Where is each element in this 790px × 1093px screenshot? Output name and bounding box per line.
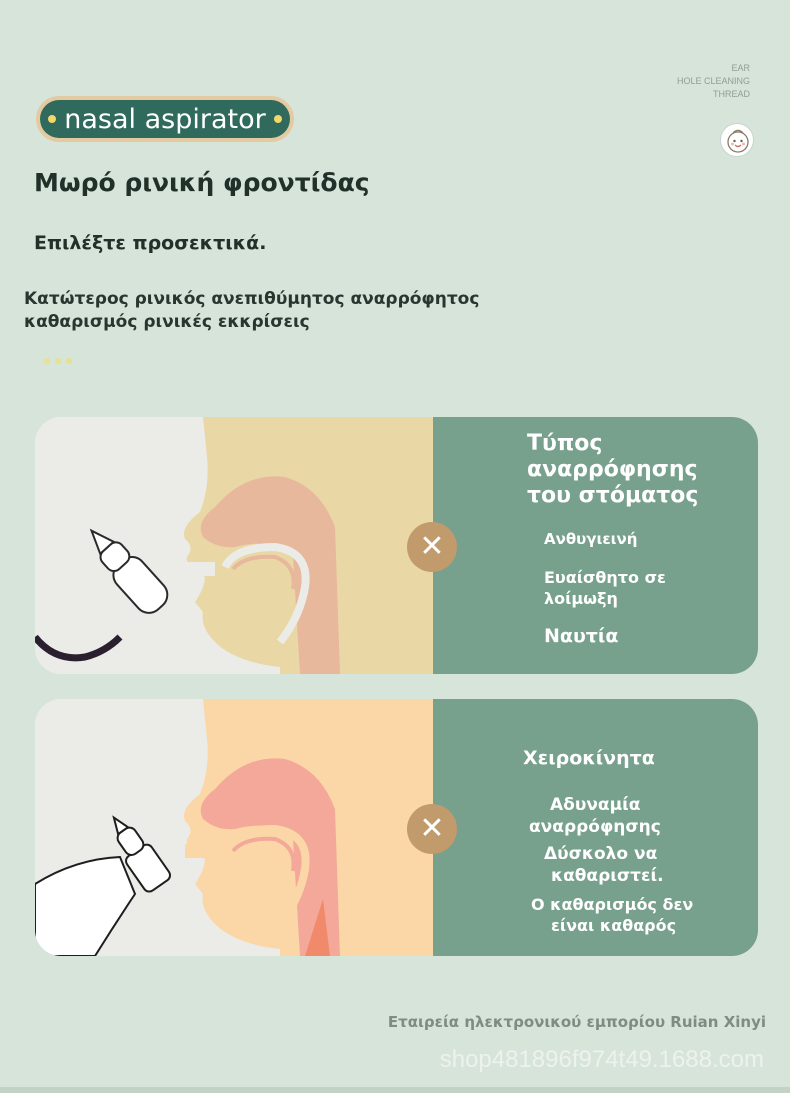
drawback-2-line-1: Δύσκολο να xyxy=(544,844,658,864)
x-mark-icon: ✕ xyxy=(407,522,457,572)
comparison-card-manual xyxy=(35,699,758,956)
baby-face-icon xyxy=(720,123,754,157)
bottom-divider xyxy=(0,1087,790,1093)
drawback-1-line-1: Αδυναμία xyxy=(550,795,641,815)
drawback-3-line-1: Ο καθαρισμός δεν xyxy=(531,895,694,914)
drawback-3-line-2: είναι καθαρός xyxy=(551,916,677,935)
drawback-2-line-2: καθαριστεί. xyxy=(551,866,664,886)
product-badge xyxy=(36,96,294,142)
page-title: Μωρό ρινική φροντίδας xyxy=(34,168,370,197)
page-description: Κατώτερος ρινικός ανεπιθύμητος αναρρόφητος καθαρισμός ρινικές εκκρίσεις xyxy=(24,289,480,332)
drawback-1-line-2: αναρρόφησης xyxy=(529,817,661,837)
corner-caption xyxy=(677,62,750,101)
manual-aspirator-illustration xyxy=(35,699,433,956)
type-title-line-2: αναρρόφησης xyxy=(527,457,698,482)
badge-dot-right xyxy=(274,115,282,123)
mouth-suction-panel xyxy=(433,417,758,674)
product-badge-label: nasal aspirator xyxy=(64,103,266,135)
comparison-card-mouth-suction xyxy=(35,417,758,674)
drawback-1: Ανθυγιεινή xyxy=(544,530,638,548)
drawback-2-line-1: Ευαίσθητο σε xyxy=(544,568,666,587)
x-mark-icon: ✕ xyxy=(407,804,457,854)
type-title: Χειροκίνητα xyxy=(523,747,655,769)
company-name: Εταιρεία ηλεκτρονικού εμπορίου Ruian Xinyi xyxy=(387,1013,766,1031)
manual-panel xyxy=(433,699,758,956)
type-title-line-3: του στόματος xyxy=(527,483,699,508)
decorative-dots xyxy=(44,358,72,364)
type-title-line-1: Τύπος xyxy=(527,431,603,456)
page-subtitle: Επιλέξτε προσεκτικά. xyxy=(34,232,267,254)
badge-dot-left xyxy=(48,115,56,123)
mouth-suction-illustration xyxy=(35,417,433,674)
shop-url-watermark: shop481896f974t49.1688.com xyxy=(439,1046,764,1073)
drawback-2-line-2: λοίμωξη xyxy=(544,589,618,608)
drawback-3: Ναυτία xyxy=(544,625,619,647)
corner-line-1: EAR xyxy=(731,63,750,73)
corner-line-2: HOLE CLEANING xyxy=(676,76,750,86)
corner-line-3: THREAD xyxy=(712,89,750,99)
